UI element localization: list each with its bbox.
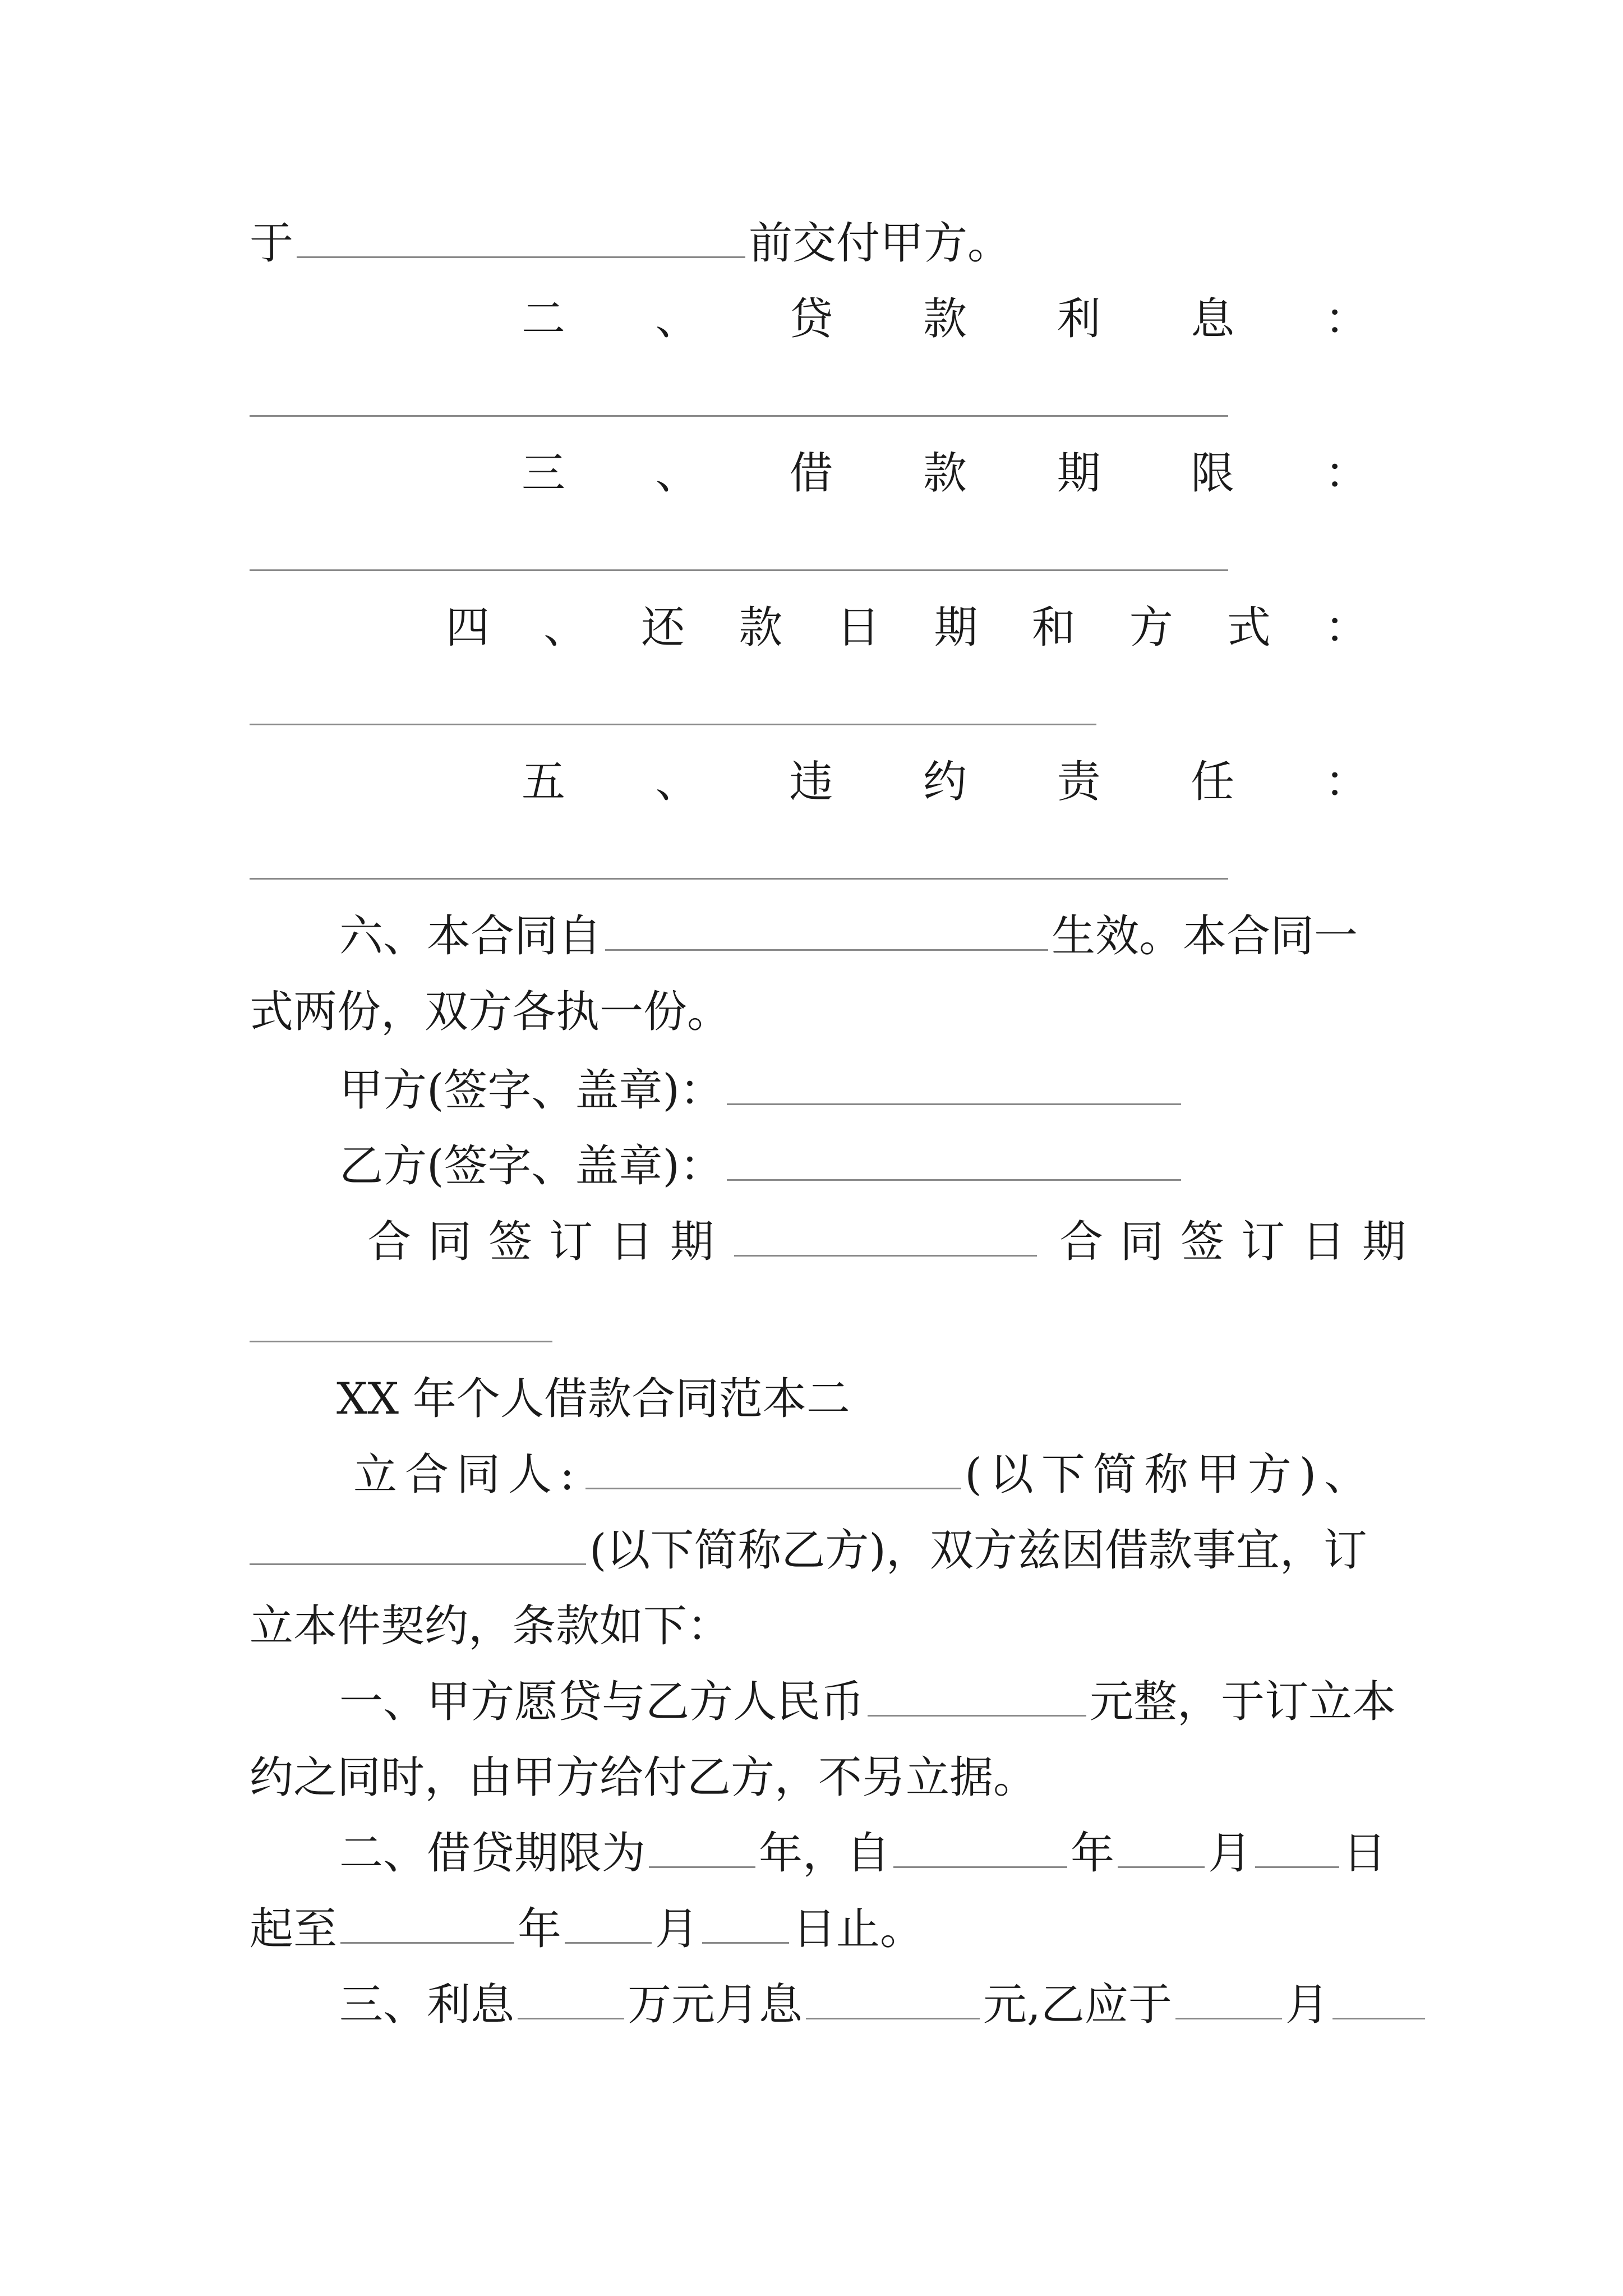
text: 约之同时，由甲方给付乙方，不另立据。	[250, 1752, 1038, 1803]
party-a-signature	[339, 1065, 1478, 1116]
char: 责	[1057, 757, 1101, 807]
char: 期	[934, 602, 978, 653]
text: 元,乙应于	[983, 1980, 1172, 2030]
char: 、	[655, 757, 699, 807]
char: 款	[739, 602, 783, 653]
text: 起至	[250, 1904, 338, 1954]
text-line-party-b	[250, 1525, 1388, 1576]
text: 于	[250, 218, 294, 269]
text: 生效。本合同一	[1052, 911, 1358, 961]
char: 息	[1191, 294, 1235, 344]
blank-line	[649, 1832, 755, 1868]
blank-line	[250, 878, 1228, 880]
char: 式	[1227, 602, 1271, 653]
text: 立合同人:	[353, 1450, 583, 1500]
text: 前交付甲方。	[749, 218, 1012, 269]
text: 万元月息	[628, 1980, 803, 2030]
text-line-effective	[339, 911, 1478, 961]
text-line-copies	[250, 987, 1388, 1037]
party-b-signature	[339, 1141, 1478, 1191]
blank-line	[868, 1680, 1086, 1717]
char: 利	[1057, 294, 1101, 344]
char: 任	[1191, 757, 1235, 807]
text-line-deliver	[250, 218, 1388, 269]
text-line-term-end	[250, 1904, 1388, 1954]
char: 方	[1129, 602, 1173, 653]
char: 款	[923, 448, 967, 499]
blank-line	[565, 1907, 652, 1944]
char: 违	[789, 757, 833, 807]
blank-line	[702, 1907, 789, 1944]
text: 年	[1071, 1828, 1115, 1879]
text-line-term	[339, 1828, 1478, 1879]
text: 日止。	[792, 1904, 924, 1954]
char: 限	[1191, 448, 1235, 499]
heading-breach	[522, 757, 1368, 807]
char: 日	[836, 602, 880, 653]
sign-date-line	[367, 1217, 1506, 1267]
char: 期	[1057, 448, 1101, 499]
char: ：	[1324, 757, 1368, 807]
char: 五	[522, 757, 566, 807]
char: 款	[923, 294, 967, 344]
text: 六、本合同自	[339, 911, 602, 961]
blank-line	[250, 724, 1096, 725]
blank-line	[250, 415, 1228, 417]
text: (以下简称甲方)、	[965, 1450, 1376, 1500]
char: ：	[1324, 448, 1368, 499]
text: 三、利息	[339, 1980, 515, 2030]
char: 借	[789, 448, 833, 499]
text-line-interest	[339, 1980, 1478, 2030]
text: (以下简称乙方)，双方兹因借款事宜，订	[589, 1525, 1367, 1576]
blank-line	[605, 914, 1048, 951]
char: 、	[655, 448, 699, 499]
text: 式两份，双方各执一份。	[250, 987, 731, 1037]
text: 月	[1285, 1980, 1329, 2030]
blank-line	[1118, 1832, 1205, 1868]
blank-line	[1332, 1983, 1425, 2019]
text: 合同签订日期	[1059, 1217, 1423, 1267]
char: ：	[1324, 294, 1368, 344]
char: 、	[543, 602, 588, 653]
char: 还	[641, 602, 685, 653]
char: ：	[1324, 602, 1368, 653]
blank-line	[893, 1832, 1067, 1868]
text: 一、甲方愿贷与乙方人民币	[339, 1677, 865, 1727]
text: XX 年个人借款合同范本二	[336, 1374, 850, 1424]
heading-loan-interest	[522, 294, 1368, 344]
blank-line	[297, 222, 745, 258]
char: 三	[522, 448, 566, 499]
char: 贷	[789, 294, 833, 344]
blank-line	[585, 1453, 961, 1489]
char: 、	[655, 294, 699, 344]
char: 和	[1031, 602, 1076, 653]
char: 约	[923, 757, 967, 807]
blank-line	[1175, 1983, 1282, 2019]
text: 月	[1208, 1828, 1252, 1879]
blank-line	[727, 1069, 1181, 1105]
blank-line	[727, 1144, 1181, 1181]
blank-line	[1255, 1832, 1339, 1868]
blank-line	[250, 569, 1228, 571]
blank-line	[250, 1529, 586, 1565]
text: 二、借贷期限为	[339, 1828, 646, 1879]
text-line-clauses	[250, 1601, 1388, 1651]
text: 元整，于订立本	[1090, 1677, 1396, 1727]
text: 月	[655, 1904, 699, 1954]
text: 年，自	[759, 1828, 891, 1879]
text: 乙方(签字、盖章)：	[339, 1141, 723, 1191]
blank-line	[734, 1220, 1037, 1257]
blank-line	[806, 1983, 980, 2019]
heading-loan-term	[522, 448, 1368, 499]
text-line-amount	[339, 1677, 1478, 1727]
text-line-parties	[353, 1450, 1492, 1500]
text: 年	[518, 1904, 562, 1954]
text: 立本件契约，条款如下：	[250, 1601, 731, 1651]
char: 二	[522, 294, 566, 344]
blank-line	[340, 1907, 514, 1944]
char: 四	[446, 602, 490, 653]
blank-line	[250, 1341, 552, 1342]
text: 甲方(签字、盖章)：	[339, 1065, 723, 1116]
text: 日	[1343, 1828, 1387, 1879]
text-line-payment	[250, 1752, 1388, 1803]
blank-line	[518, 1983, 624, 2019]
section-title	[336, 1374, 1475, 1424]
text: 合同签订日期	[367, 1217, 731, 1267]
heading-repayment	[446, 602, 1368, 653]
